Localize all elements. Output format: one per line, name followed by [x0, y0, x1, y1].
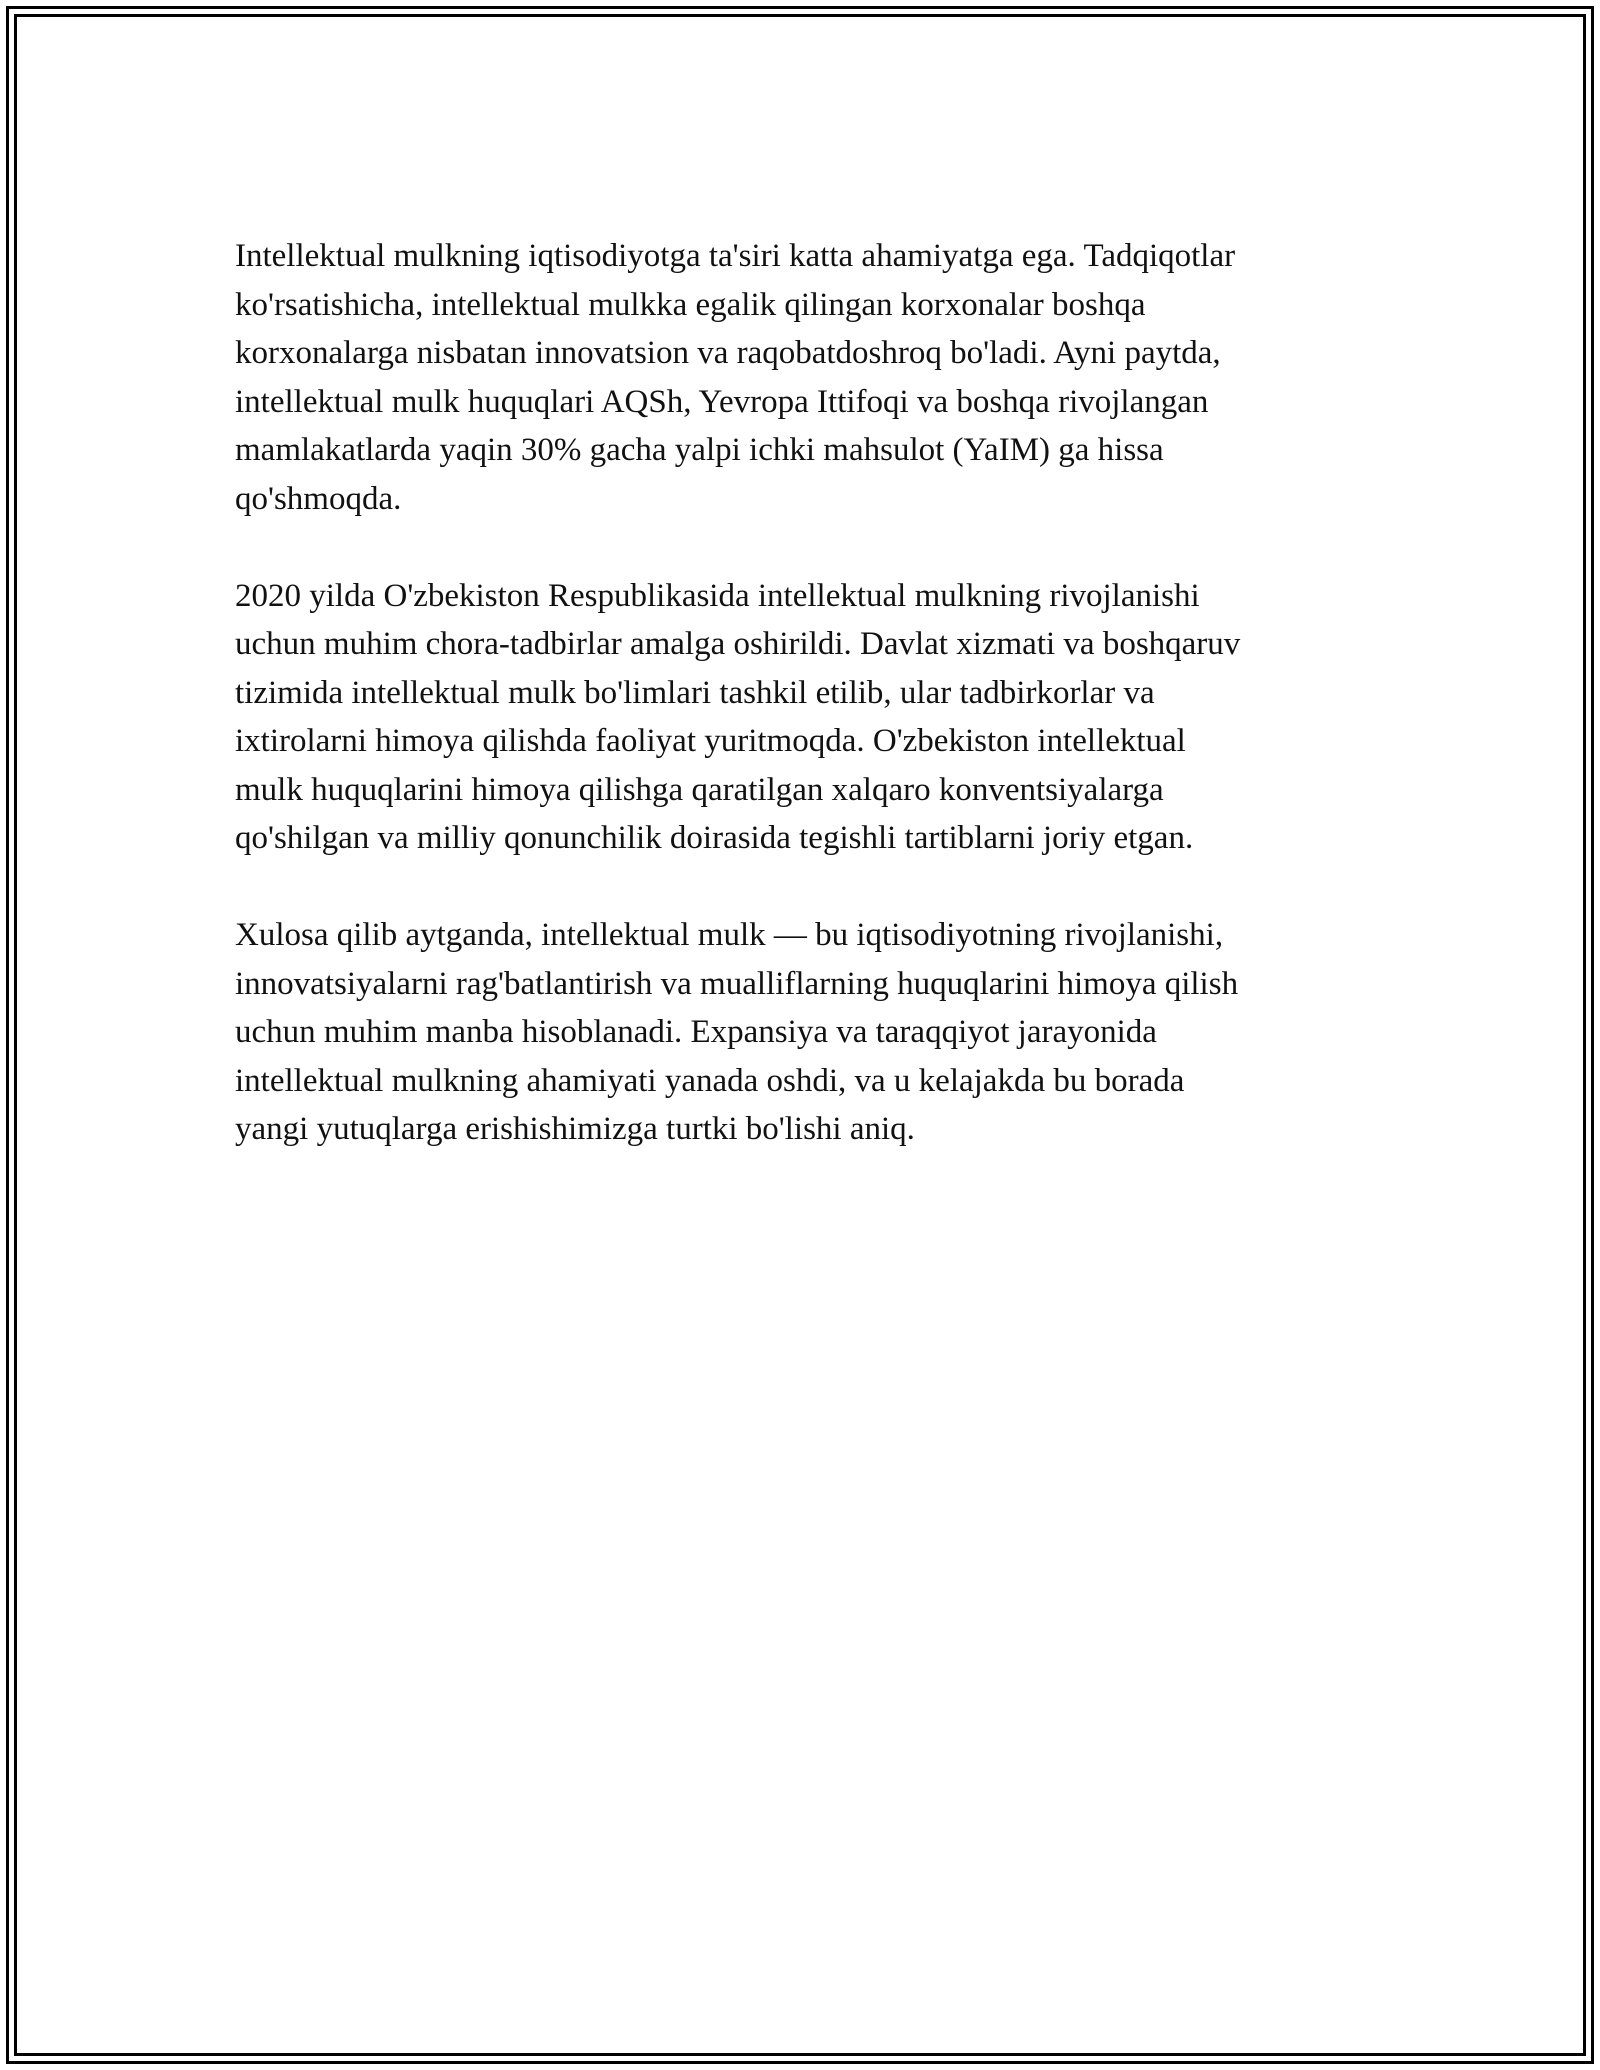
paragraph-economic-impact: Intellektual mulkning iqtisodiyotga ta'siri katta ahamiyatga ega. Tadqiqotlar ko'rsatishicha, intellektual mulkka egalik qilingan korxonalar boshqa korxonalarga nisbatan innovatsion va raqobatdoshroq bo'ladi. Ayni paytda, intellektual mulk huquqlari AQSh, Yevropa Ittifoqi va boshqa rivojlangan mamlakatlarda yaqin 30% gacha yalpi ichki mahsulot (YaIM) ga hissa qo'shmoqda.: [235, 238, 1236, 517]
paragraph-conclusion: Xulosa qilib aytganda, intellektual mulk — bu iqtisodiyotning rivojlanishi, innovatsiyalarni rag'batlantirish va mualliflarning huquqlarini himoya qilish uchun muhim manba hisoblanadi. Expansiya va taraqqiyot jarayonida intellektual mulkning ahamiyati yanada oshdi, va u kelajakda bu borada yangi yutuqlarga erishishimizga turtki bo'lishi aniq.: [235, 917, 1239, 1147]
paragraph-uzbekistan-2020: 2020 yilda O'zbekiston Respublikasida intellektual mulkning rivojlanishi uchun muhim chora-tadbirlar amalga oshirildi. Davlat xizmati va boshqaruv tizimida intellektual mulk bo'limlari tashkil etilib, ular tadbirkorlar va ixtirolarni himoya qilishda faoliyat yuritmoqda. O'zbekiston intellektual mulk huquqlarini himoya qilishga qaratilgan xalqaro konventsiyalarga qo'shilgan va milliy qonunchilik doirasida tegishli tartiblarni joriy etgan.: [235, 577, 1241, 856]
document-body: [235, 232, 1375, 1202]
